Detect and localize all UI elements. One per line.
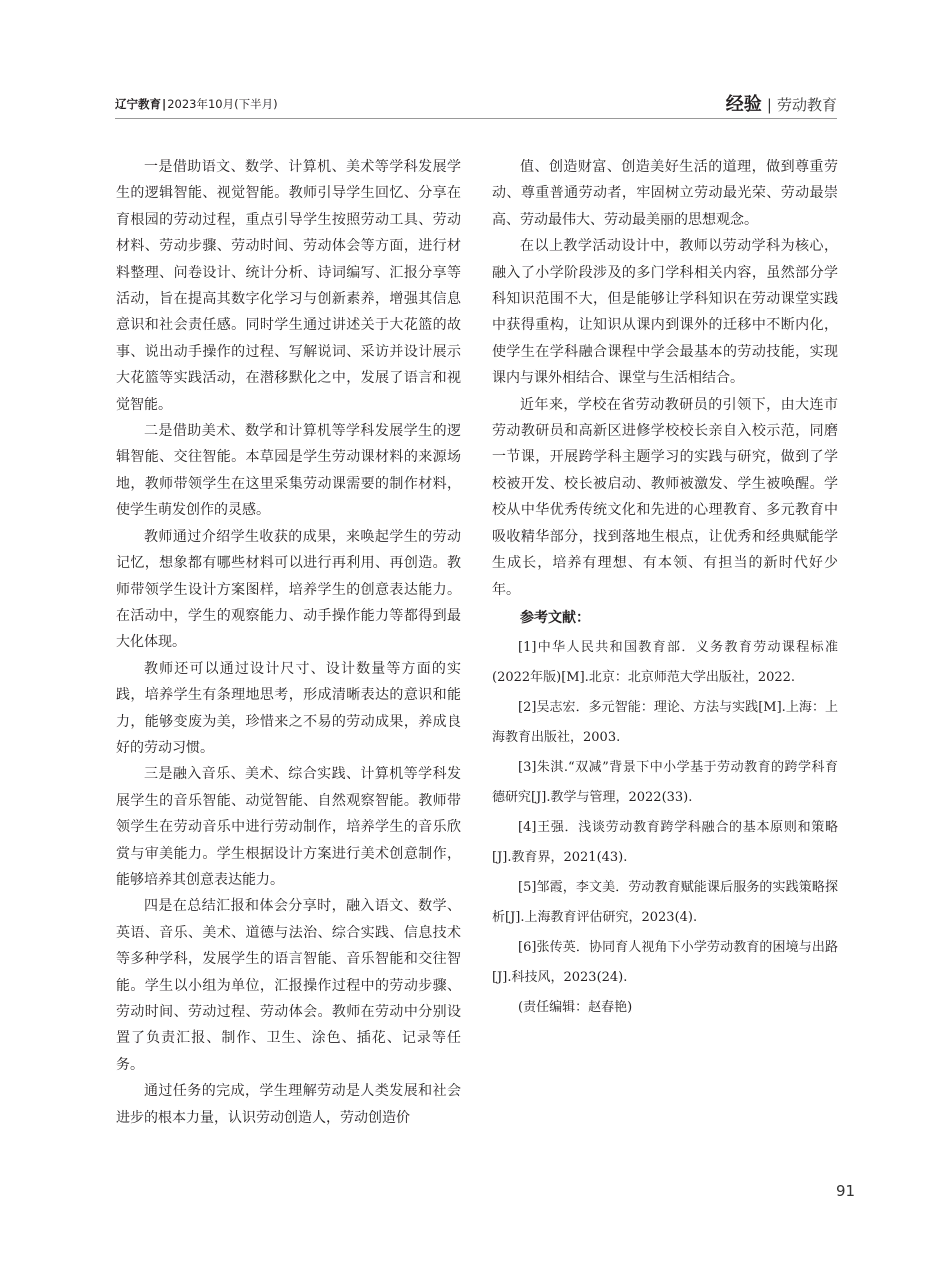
header-separator: |	[162, 97, 167, 111]
paragraph: 教师还可以通过设计尺寸、设计数量等方面的实践，培养学生有条理地思考，形成清晰表达的意识和能力，能够变废为美，珍惜来之不易的劳动成果，养成良好的劳动习惯。	[116, 660, 461, 756]
paragraph: 二是借助美术、数学和计算机等学科发展学生的逻辑智能、交往智能。本草园是学生劳动课材料的来源场地，教师带领学生在这里采集劳动课需要的制作材料，使学生萌发创作的灵感。	[116, 423, 461, 519]
references-title: 参考文献：	[520, 609, 590, 626]
paragraph: 近年来，学校在省劳动教研员的引领下，由大连市劳动教研员和高新区进修学校校长亲自入校示范，同磨一节课，开展跨学科主题学习的实践与研究，做到了学校被开发、校长被启动、教师被激发、学生被唤醒。学校从中华优秀传统文化和先进的心理教育、多元教育中吸收精华部分，找到落地生根点，让优秀和经典赋能学生成长，培养有理想、有本领、有担当的新时代好少年。	[492, 396, 838, 598]
issue-date: 2023年10月(下半月)	[167, 97, 278, 111]
reference-item: [4]王强．浅谈劳动教育跨学科融合的基本原则和策略[J].教育界，2021(43).	[492, 819, 838, 865]
right-column	[492, 154, 838, 1023]
section-label	[726, 90, 837, 116]
paragraph: 值、创造财富、创造美好生活的道理，做到尊重劳动、尊重普通劳动者，牢固树立劳动最光荣、劳动最崇高、劳动最伟大、劳动最美丽的思想观念。	[492, 159, 838, 228]
paragraph: 在以上教学活动设计中，教师以劳动学科为核心，融入了小学阶段涉及的多门学科相关内容，虽然部分学科知识范围不大，但是能够让学科知识在劳动课堂实践中获得重构，让知识从课内到课外的迁移中不断内化，使学生在学科融合课程中学会最基本的劳动技能，实现课内与课外相结合、课堂与生活相结合。	[492, 238, 838, 387]
paragraph: 一是借助语文、数学、计算机、美术等学科发展学生的逻辑智能、视觉智能。教师引导学生回忆、分享在育根园的劳动过程，重点引导学生按照劳动工具、劳动材料、劳动步骤、劳动时间、劳动体会等方面，进行材料整理、问卷设计、统计分析、诗词编写、汇报分享等活动，旨在提高其数字化学习与创新素养，增强其信息意识和社会责任感。同时学生通过讲述关于大花篮的故事、说出动手操作的过程、写解说词、采访并设计展示大花篮等实践活动，在潜移默化之中，发展了语言和视觉智能。	[116, 159, 461, 413]
page-header	[115, 94, 837, 118]
left-column	[116, 154, 461, 1131]
journal-info	[115, 96, 278, 112]
reference-item: [1]中华人民共和国教育部．义务教育劳动课程标准(2022年版)[M].北京：北京师范大学出版社，2022.	[492, 639, 838, 685]
reference-item: [5]邹霞，李文美．劳动教育赋能课后服务的实践策略探析[J].上海教育评估研究，2023(4).	[492, 879, 838, 925]
paragraph: 教师通过介绍学生收获的成果，来唤起学生的劳动记忆，想象都有哪些材料可以进行再利用、再创造。教师带领学生设计方案图样，培养学生的创意表达能力。在活动中，学生的观察能力、动手操作能力等都得到最大化体现。	[116, 528, 461, 651]
reference-item: [6]张传英．协同育人视角下小学劳动教育的困境与出路[J].科技风，2023(24).	[492, 939, 838, 985]
header-rule	[115, 118, 837, 119]
paragraph: 四是在总结汇报和体会分享时，融入语文、数学、英语、音乐、美术、道德与法治、综合实践、信息技术等多种学科，发展学生的语言智能、音乐智能和交往智能。学生以小组为单位，汇报操作过程中的劳动步骤、劳动时间、劳动过程、劳动体会。教师在劳动中分别设置了负责汇报、制作、卫生、涂色、插花、记录等任务。	[116, 898, 461, 1073]
journal-name: 辽宁教育	[115, 97, 161, 111]
column-name: 劳动教育	[776, 96, 837, 114]
paragraph: 通过任务的完成，学生理解劳动是人类发展和社会进步的根本力量，认识劳动创造人，劳动创造价	[116, 1083, 461, 1126]
reference-item: [3]朱淇.“双减”背景下中小学基于劳动教育的跨学科育德研究[J].教学与管理，2022(33).	[492, 759, 838, 805]
page-number: 91	[836, 1182, 856, 1200]
responsible-editor: (责任编辑：赵春艳)	[518, 999, 633, 1015]
section-separator: |	[766, 96, 772, 114]
paragraph: 三是融入音乐、美术、综合实践、计算机等学科发展学生的音乐智能、动觉智能、自然观察智能。教师带领学生在劳动音乐中进行劳动制作，培养学生的音乐欣赏与审美能力。学生根据设计方案进行美术创意制作，能够培养其创意表达能力。	[116, 766, 461, 888]
section-name: 经验	[725, 94, 762, 115]
references	[492, 603, 838, 993]
reference-item: [2]吴志宏．多元智能：理论、方法与实践[M].上海：上海教育出版社，2003.	[492, 699, 838, 745]
